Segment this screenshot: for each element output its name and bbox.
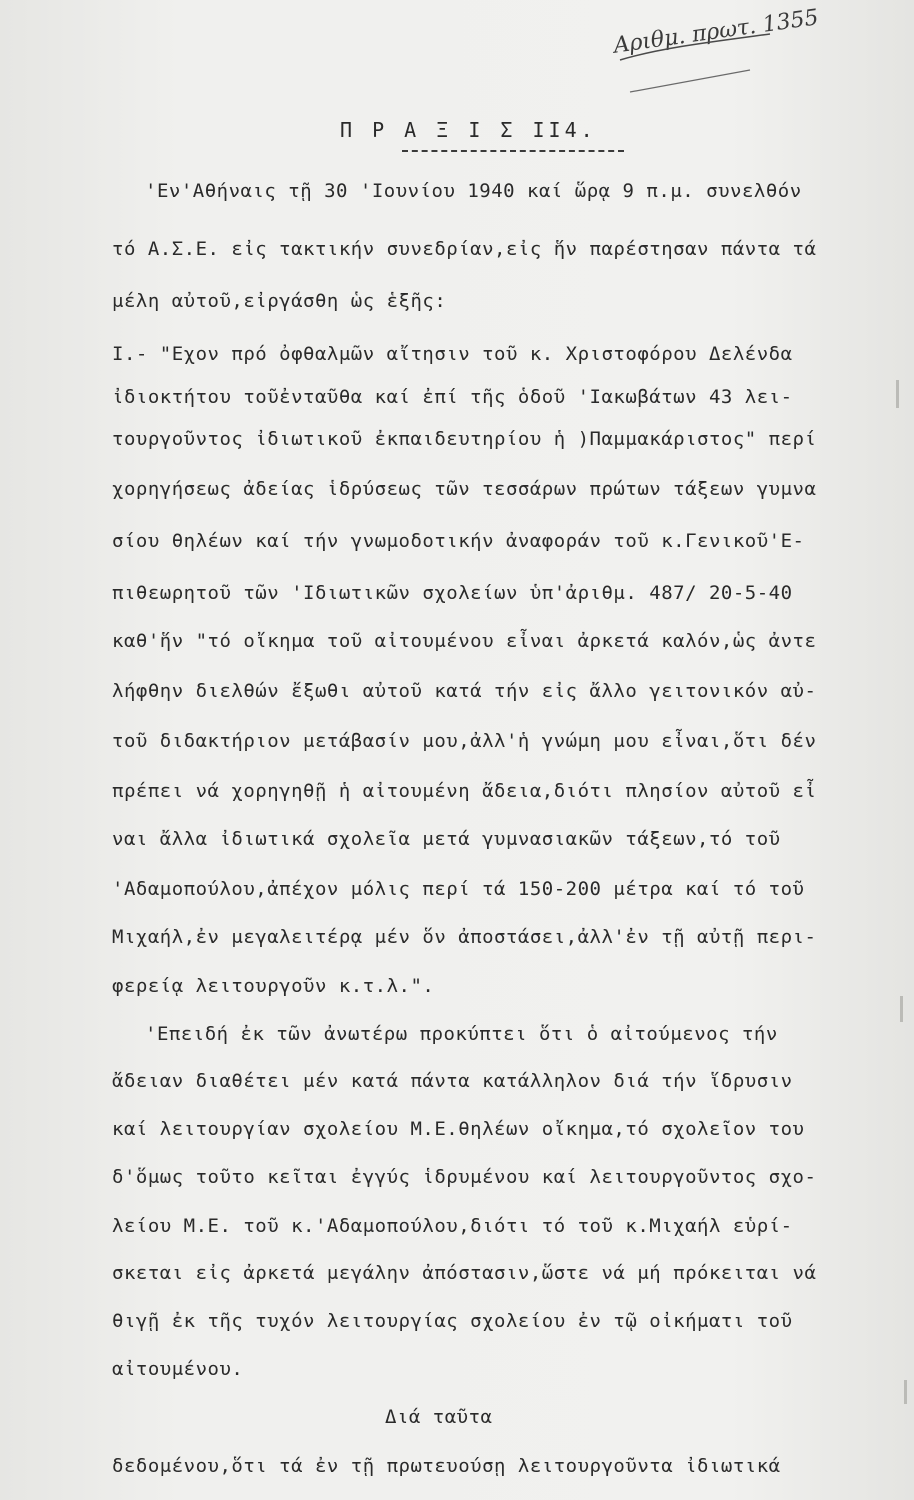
body-line-13: πρέπει νά χορηγηθῇ ἡ αἰτουμένη ἄδεια,διότι πλησίον αὐτοῦ εἶ (112, 780, 817, 802)
fold-mark (900, 996, 903, 1022)
body-line-2: τό Α.Σ.Ε. εἰς τακτικήν συνεδρίαν,εἰς ἥν παρέστησαν πάντα τά (112, 238, 817, 260)
body-line-8: σίου θηλέων καί τήν γνωμοδοτικήν ἀναφοράν τοῦ κ.Γενικοῦ'Ε- (112, 530, 805, 552)
body-line-19: ἄδειαν διαθέτει μέν κατά πάντα κατάλληλον διά τήν ἵδρυσιν (112, 1070, 793, 1092)
body-line-22: λείου Μ.Ε. τοῦ κ.'Αδαμοπούλου,διότι τό τοῦ κ.Μιχαήλ εὑρί- (112, 1215, 793, 1237)
body-line-10: καθ'ἥν "τό οἴκημα τοῦ αἰτουμένου εἶναι ἀρκετά καλόν,ὡς ἀντε (112, 630, 817, 652)
body-line-15: 'Αδαμοπούλου,ἀπέχον μόλις περί τά 150-200 μέτρα καί τό τοῦ (112, 878, 805, 900)
body-line-14: ναι ἄλλα ἰδιωτικά σχολεῖα μετά γυμνασιακῶν τάξεων,τό τοῦ (112, 828, 781, 850)
body-line-4: Ι.- "Εχον πρό ὀφθαλμῶν αἴτησιν τοῦ κ. Χριστοφόρου Δελένδα (112, 343, 793, 365)
body-line-23: σκεται εἰς ἀρκετά μεγάλην ἀπόστασιν,ὥστε νά μή πρόκειται νά (112, 1262, 817, 1284)
body-line-9: πιθεωρητοῦ τῶν 'Ιδιωτικῶν σχολείων ὑπ'ἀριθμ. 487/ 20-5-40 (112, 582, 793, 604)
body-line-16: Μιχαήλ,ἐν μεγαλειτέρᾳ μέν ὅν ἀποστάσει,ἀλλ'ἐν τῇ αὐτῇ περι- (112, 926, 817, 948)
body-line-17: φερείᾳ λειτουργοῦν κ.τ.λ.". (112, 975, 435, 997)
body-line-7: χορηγήσεως ἀδείας ἱδρύσεως τῶν τεσσάρων πρώτων τάξεων γυμνα (112, 478, 817, 500)
fold-mark (904, 1380, 907, 1404)
handwritten-note (600, 0, 840, 100)
body-line-20: καί λειτουργίαν σχολείου Μ.Ε.θηλέων οἴκημα,τό σχολεῖον του (112, 1118, 805, 1140)
title-underline (402, 150, 624, 152)
body-line-25: αἰτουμένου. (112, 1358, 244, 1380)
body-line-12: τοῦ διδακτήριον μετάβασίν μου,ἀλλ'ἡ γνώμη μου εἶναι,ὅτι δέν (112, 730, 817, 752)
body-line-3: μέλη αὐτοῦ,εἰργάσθη ὡς ἑξῆς: (112, 290, 447, 312)
body-line-21: δ'ὅμως τοῦτο κεῖται ἐγγύς ἱδρυμένου καί λειτουργοῦντος σχο- (112, 1166, 817, 1188)
body-line-24: θιγῇ ἐκ τῆς τυχόν λειτουργίας σχολείου ἐν τῷ οἰκήματι τοῦ (112, 1310, 793, 1332)
body-line-6: τουργοῦντος ἰδιωτικοῦ ἐκπαιδευτηρίου ἡ )Παμμακάριστος" περί (112, 428, 817, 450)
body-line-11: λήφθην διελθών ἔξωθι αὐτοῦ κατά τήν εἰς ἄλλο γειτονικόν αὐ- (112, 680, 817, 702)
handwritten-stroke (630, 70, 750, 92)
body-line-26: Διά ταῦτα (385, 1406, 493, 1428)
handwritten-note-text: Αριθμ. πρωτ. 1355 (612, 5, 821, 59)
body-line-5: ἰδιοκτήτου τοῦἐνταῦθα καί ἐπί τῆς ὁδοῦ 'Ιακωβάτων 43 λει- (112, 386, 793, 408)
body-line-18: 'Επειδή ἐκ τῶν ἀνωτέρω προκύπτει ὅτι ὁ αἰτούμενος τήν (145, 1023, 778, 1045)
body-line-27: δεδομένου,ὅτι τά ἐν τῇ πρωτευούσῃ λειτουργοῦντα ἰδιωτικά (112, 1455, 781, 1477)
body-line-1: 'Εν'Αθήναις τῇ 30 'Ιουνίου 1940 καί ὥρᾳ 9 π.μ. συνελθόν (145, 180, 802, 202)
fold-mark (896, 380, 899, 408)
page-title: Π Ρ Α Ξ Ι Σ ΙΙ4. (340, 118, 597, 142)
